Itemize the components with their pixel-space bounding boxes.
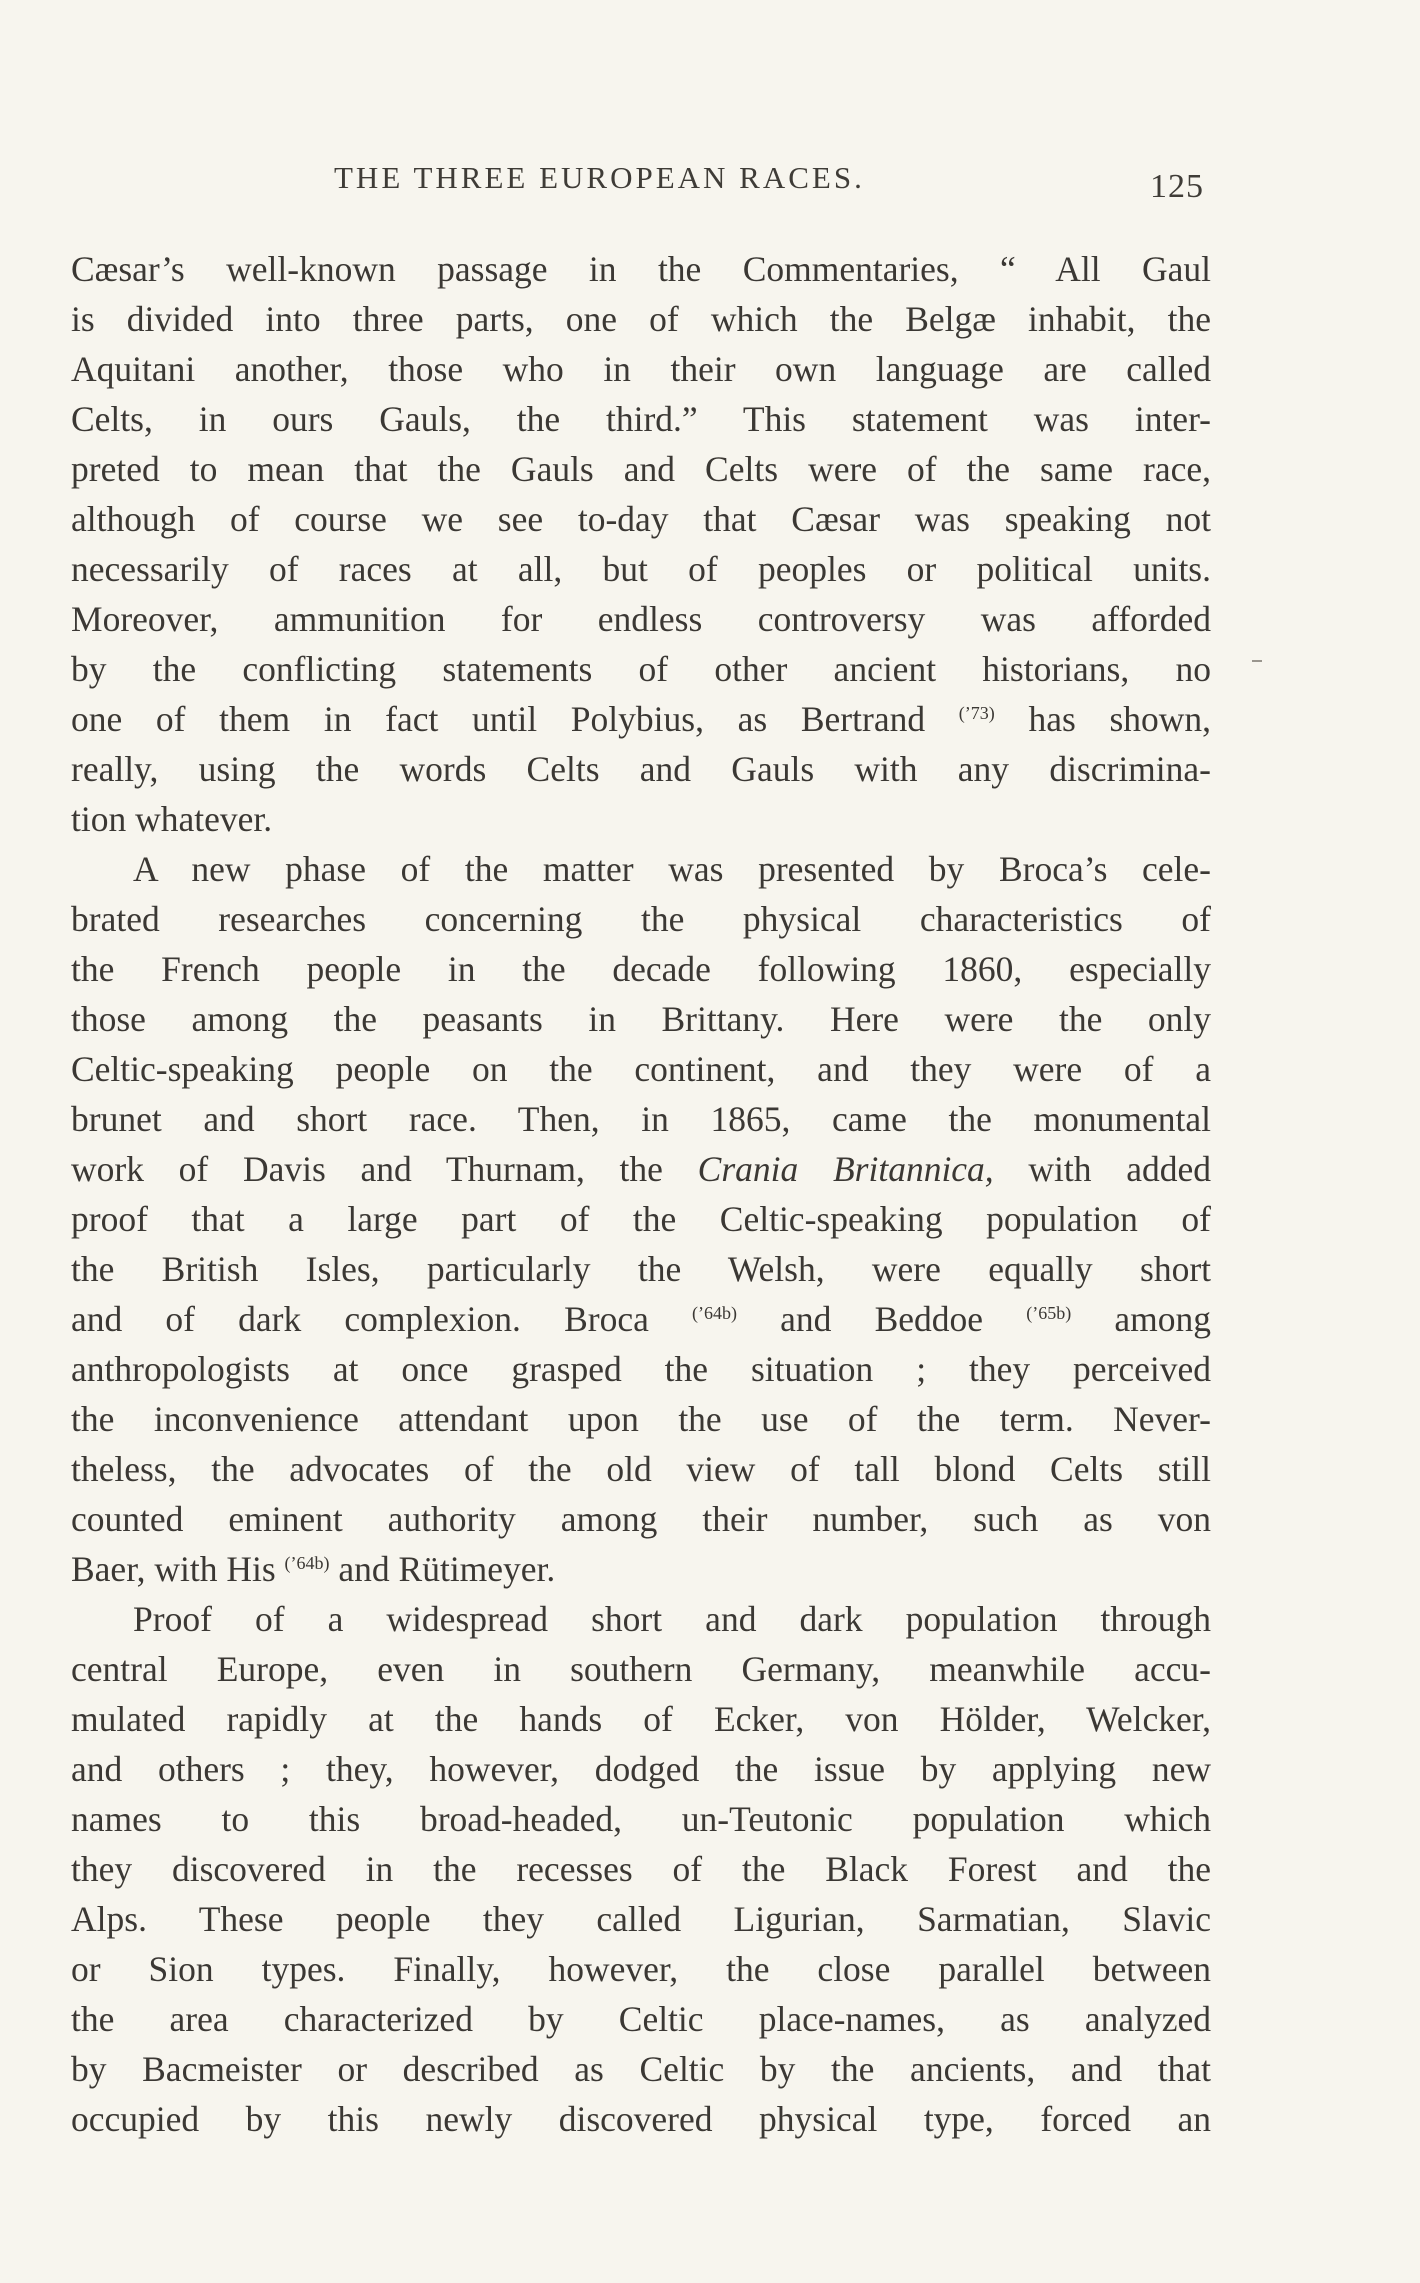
text-line: Proof of a widespread short and dark population through (133, 1599, 1211, 1639)
text-fragment: has shown, (1028, 699, 1212, 739)
citation-reference: (’65b) (1026, 1303, 1072, 1323)
text-fragment: and of dark complexion. Broca (71, 1299, 649, 1339)
text-line: central Europe, even in southern Germany, meanwhile accu- (71, 1649, 1211, 1689)
text-line: and others ; they, however, dodged the issue by applying new (71, 1749, 1211, 1789)
running-title: THE THREE EUROPEAN RACES. (334, 160, 865, 195)
text-line: those among the peasants in Brittany. Here were the only (71, 999, 1211, 1039)
text-fragment: work of Davis and Thurnam, the (71, 1149, 663, 1189)
body-text (71, 244, 1211, 2144)
citation-reference: (’64b) (284, 1553, 330, 1573)
text-fragment: among (1114, 1299, 1211, 1339)
text-line: names to this broad-headed, un-Teutonic population which (71, 1799, 1211, 1839)
text-line: Celtic-speaking people on the continent, and they were of a (71, 1049, 1211, 1089)
text-line: Aquitani another, those who in their own language are called (71, 349, 1211, 389)
text-line: Moreover, ammunition for endless controversy was afforded (71, 599, 1211, 639)
text-line: the British Isles, particularly the Welsh, were equally short (71, 1249, 1211, 1289)
text-line: proof that a large part of the Celtic-speaking population of (71, 1199, 1211, 1239)
text-line: preted to mean that the Gauls and Celts were of the same race, (71, 449, 1211, 489)
text-line: counted eminent authority among their number, such as von (71, 1499, 1211, 1539)
text-line: brunet and short race. Then, in 1865, came the monumental (71, 1099, 1211, 1139)
text-line: anthropologists at once grasped the situation ; they perceived (71, 1349, 1211, 1389)
text-line: Celts, in ours Gauls, the third.” This statement was inter- (71, 399, 1211, 439)
text-line: Cæsar’s well-known passage in the Commentaries, “ All Gaul (71, 249, 1211, 289)
text-line: the French people in the decade following 1860, especially (71, 949, 1211, 989)
citation-reference: (’64b) (692, 1303, 737, 1323)
text-line: or Sion types. Finally, however, the close parallel between (71, 1949, 1211, 1989)
text-line: is divided into three parts, one of which the Belgæ inhabit, the (71, 299, 1211, 339)
text-line: Alps. These people they called Ligurian, Sarmatian, Slavic (71, 1899, 1211, 1939)
citation-reference: (’73) (958, 703, 995, 723)
text-line: brated researches concerning the physical characteristics of (71, 899, 1211, 939)
text-line: occupied by this newly discovered physical type, forced an (71, 2099, 1211, 2139)
text-line: mulated rapidly at the hands of Ecker, von Hölder, Welcker, (71, 1699, 1211, 1739)
text-line: the inconvenience attendant upon the use of the term. Never- (71, 1399, 1211, 1439)
text-line: by the conflicting statements of other ancient historians, no (71, 649, 1211, 689)
text-line: by Bacmeister or described as Celtic by the ancients, and that (71, 2049, 1211, 2089)
text-line (71, 1544, 1211, 1594)
text-line: they discovered in the recesses of the Black Forest and the (71, 1849, 1211, 1889)
text-fragment: with added (1028, 1149, 1211, 1189)
text-line (71, 1294, 1211, 1344)
text-line: theless, the advocates of the old view of tall blond Celts still (71, 1449, 1211, 1489)
page-number: 125 (1150, 168, 1204, 205)
text-line: tion whatever. (71, 799, 273, 839)
text-line: although of course we see to-day that Cæsar was speaking not (71, 499, 1211, 539)
text-fragment: and Beddoe (780, 1299, 984, 1339)
text-line: really, using the words Celts and Gauls with any discrimina- (71, 749, 1211, 789)
text-line (71, 694, 1211, 744)
book-title: Crania Britannica, (697, 1149, 994, 1189)
text-fragment: Baer, with His (71, 1549, 276, 1589)
text-fragment: and Rütimeyer. (338, 1549, 556, 1589)
running-head (0, 160, 1420, 210)
text-fragment: one of them in fact until Polybius, as Bertrand (71, 699, 926, 739)
margin-mark (1252, 660, 1262, 662)
text-line: necessarily of races at all, but of peoples or political units. (71, 549, 1211, 589)
text-line: the area characterized by Celtic place-names, as analyzed (71, 1999, 1211, 2039)
text-line (71, 1144, 1211, 1194)
text-line: A new phase of the matter was presented by Broca’s cele- (133, 849, 1211, 889)
